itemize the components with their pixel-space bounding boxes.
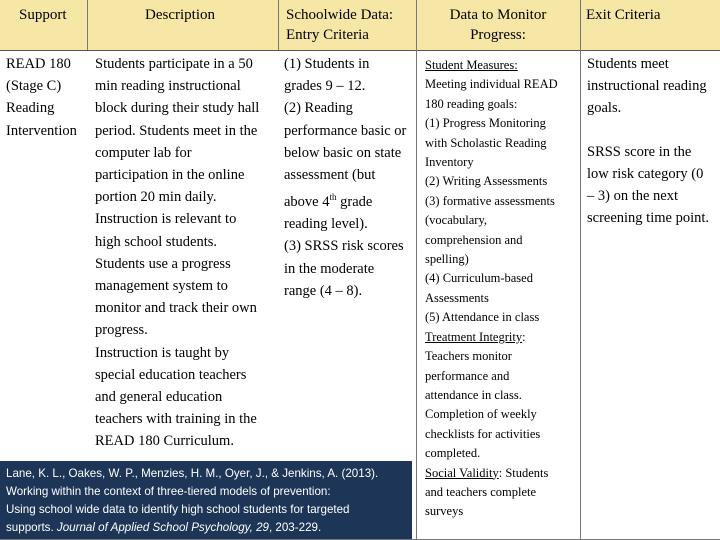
header-support: Support [19,7,67,23]
exit-criteria-cell: Students meet instructional reading goals. SRSS score in the low risk category (0 – 3) on the next screening time point. [587,56,710,226]
citation-box: Lane, K. L., Oakes, W. P., Menzies, H. M., Oyer, J., & Jenkins, A. (2013). Working within the context of three-tiered models of prevention: Using school wide data to identify high school students for targeted supports. Journal of Applied School Psychology, 29, 203-229. [0,461,412,539]
header-monitor-progress: Data to Monitor Progress: [449,7,547,43]
header-schoolwide-data: Schoolwide Data: Entry Criteria [286,7,394,43]
column-divider [580,0,581,540]
header-exit-criteria: Exit Criteria [586,7,661,23]
column-divider [87,0,88,50]
description-cell: Students participate in a 50 min reading instructional block during their study hall period. Students meet in the computer lab for participation in the online portion 20 min daily. Instruction is relevant to high school students. Students use a progress management system to monitor and track their own progress. Instruction is taught by special education teachers and general education teachers with training in the READ 180 Curriculum. [95,56,260,450]
entry-criteria-cell: (1) Students in grades 9 – 12. (2) Reading performance basic or below basic on state assessment (but above 4th grade reading level). (3) SRSS risk scores in the moderate range (4 – 8). [284,56,407,299]
table-header-row [0,0,720,51]
column-divider [278,0,279,50]
support-cell: READ 180 (Stage C) Reading Intervention [6,56,77,139]
monitor-progress-cell: Student Measures: Meeting individual READ 180 reading goals: (1) Progress Monitoring with Scholastic Reading Inventory (2) Writing Assessments (3) formative assessments (vocabulary, comprehension and spelling) (4) Curriculum-based Assessments (5) Attendance in class Treatment Integrity: Teachers monitor performance and attendance in class. Completion of weekly checklists for activities completed. Social Validity: Students and teachers complete surveys [425,58,558,519]
header-description: Description [145,7,215,23]
column-divider [416,0,417,540]
